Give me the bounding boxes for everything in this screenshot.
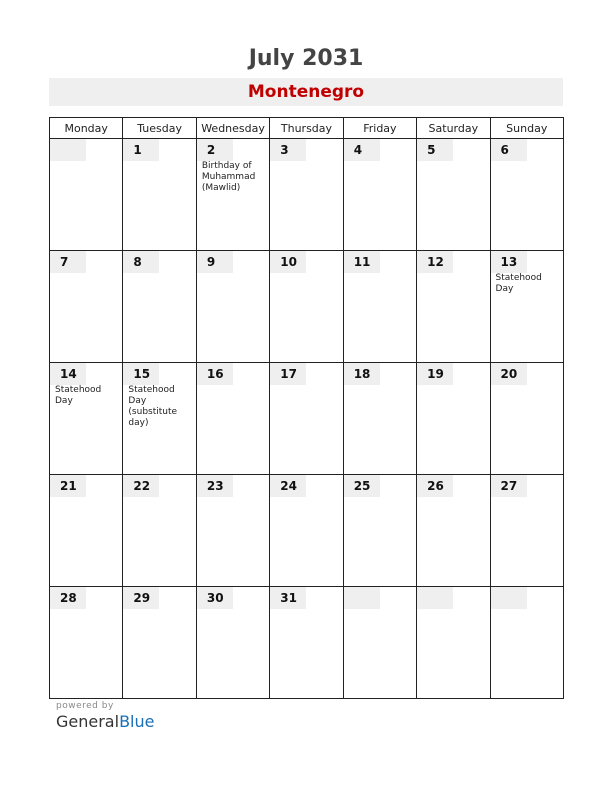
day-number: 23	[197, 475, 233, 497]
week-row	[50, 363, 564, 475]
day-cell[interactable]	[490, 363, 563, 475]
day-cell[interactable]	[490, 251, 563, 363]
holiday-label: Statehood Day (substitute day)	[128, 385, 178, 428]
day-cell[interactable]	[490, 139, 563, 251]
day-cell[interactable]	[50, 251, 123, 363]
day-number: 24	[270, 475, 306, 497]
day-cell	[490, 587, 563, 699]
holiday-label: Statehood Day	[495, 273, 542, 294]
day-number: 8	[123, 251, 159, 273]
day-cell[interactable]	[123, 475, 196, 587]
day-number: 2	[197, 139, 233, 161]
day-cell[interactable]	[490, 475, 563, 587]
day-number: 15	[123, 363, 159, 385]
day-number	[417, 587, 453, 609]
weekday-header: Monday	[50, 118, 123, 139]
day-cell[interactable]	[270, 587, 343, 699]
day-number: 4	[344, 139, 380, 161]
week-row	[50, 475, 564, 587]
day-cell[interactable]	[270, 363, 343, 475]
day-cell[interactable]	[123, 363, 196, 475]
day-number	[50, 139, 86, 161]
day-cell[interactable]	[417, 363, 490, 475]
footer-branding	[56, 701, 154, 731]
day-cell[interactable]	[196, 587, 269, 699]
country-name: Montenegro	[247, 82, 365, 102]
weekday-header: Wednesday	[196, 118, 269, 139]
day-cell[interactable]	[196, 251, 269, 363]
day-cell[interactable]	[270, 139, 343, 251]
weekday-header: Sunday	[490, 118, 563, 139]
holiday-label: Statehood Day	[55, 385, 102, 406]
weekday-header: Friday	[343, 118, 416, 139]
day-cell[interactable]	[343, 475, 416, 587]
calendar-grid	[49, 117, 564, 699]
day-number: 20	[491, 363, 527, 385]
day-cell[interactable]	[50, 475, 123, 587]
week-row	[50, 251, 564, 363]
day-number: 30	[197, 587, 233, 609]
week-row	[50, 587, 564, 699]
day-number: 21	[50, 475, 86, 497]
day-number: 12	[417, 251, 453, 273]
day-cell[interactable]	[196, 475, 269, 587]
day-cell[interactable]	[196, 363, 269, 475]
day-cell[interactable]	[123, 251, 196, 363]
weekday-header: Saturday	[417, 118, 490, 139]
day-cell[interactable]	[417, 139, 490, 251]
day-number: 28	[50, 587, 86, 609]
day-cell[interactable]	[270, 251, 343, 363]
day-number: 10	[270, 251, 306, 273]
calendar-body	[50, 139, 564, 699]
page-title: July 2031	[248, 46, 364, 71]
day-number: 19	[417, 363, 453, 385]
day-cell[interactable]	[343, 251, 416, 363]
day-cell	[417, 587, 490, 699]
day-number: 11	[344, 251, 380, 273]
day-number: 31	[270, 587, 306, 609]
day-number: 17	[270, 363, 306, 385]
day-cell[interactable]	[270, 475, 343, 587]
day-number: 5	[417, 139, 453, 161]
day-number: 18	[344, 363, 380, 385]
brand-logo[interactable]	[56, 712, 154, 731]
day-number: 14	[50, 363, 86, 385]
day-cell[interactable]	[417, 251, 490, 363]
brand-name-blue: Blue	[119, 712, 155, 731]
weekday-header-row	[50, 118, 564, 139]
day-cell[interactable]	[343, 363, 416, 475]
day-number: 13	[491, 251, 527, 273]
day-number: 1	[123, 139, 159, 161]
day-number: 16	[197, 363, 233, 385]
day-number: 9	[197, 251, 233, 273]
day-number: 27	[491, 475, 527, 497]
weekday-header: Thursday	[270, 118, 343, 139]
day-cell[interactable]	[50, 363, 123, 475]
day-number: 25	[344, 475, 380, 497]
day-cell[interactable]	[417, 475, 490, 587]
day-cell[interactable]	[343, 139, 416, 251]
day-number: 3	[270, 139, 306, 161]
day-number: 29	[123, 587, 159, 609]
country-banner	[49, 78, 563, 106]
day-number: 26	[417, 475, 453, 497]
week-row	[50, 139, 564, 251]
day-cell	[50, 139, 123, 251]
day-number: 7	[50, 251, 86, 273]
day-cell[interactable]	[123, 139, 196, 251]
weekday-header: Tuesday	[123, 118, 196, 139]
day-number	[491, 587, 527, 609]
day-number: 6	[491, 139, 527, 161]
day-cell[interactable]	[50, 587, 123, 699]
day-cell[interactable]	[123, 587, 196, 699]
day-number	[344, 587, 380, 609]
powered-by-text: powered by	[56, 701, 114, 711]
holiday-label: Birthday of Muhammad (Mawlid)	[201, 161, 256, 193]
day-cell	[343, 587, 416, 699]
brand-name-general: General	[56, 712, 120, 731]
day-number: 22	[123, 475, 159, 497]
day-cell[interactable]	[196, 139, 269, 251]
